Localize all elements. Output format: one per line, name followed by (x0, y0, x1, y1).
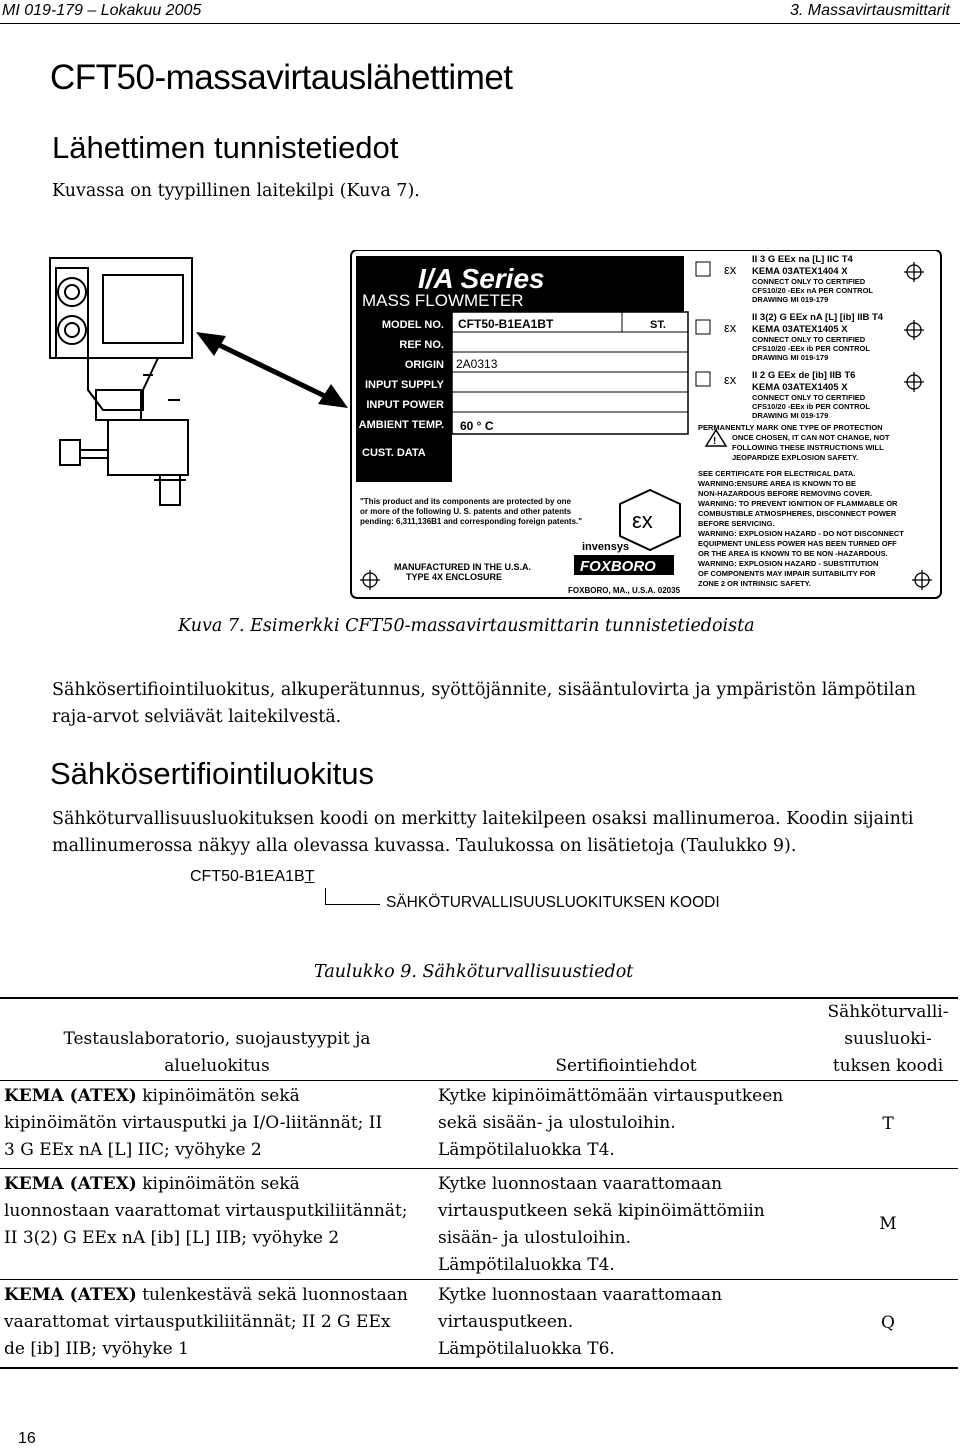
svg-text:OF COMPONENTS MAY IMPAIR SUITA: OF COMPONENTS MAY IMPAIR SUITABILITY FOR (698, 569, 876, 578)
svg-text:WARNING: EXPLOSION HAZARD - SU: WARNING: EXPLOSION HAZARD - SUBSTITUTION (698, 559, 879, 568)
svg-text:CFS10/20 -EEx ib PER CONTROL: CFS10/20 -EEx ib PER CONTROL (752, 344, 870, 353)
svg-text:WARNING: EXPLOSION HAZARD - DO: WARNING: EXPLOSION HAZARD - DO NOT DISCONNECT (698, 529, 904, 538)
svg-text:ONCE CHOSEN, IT CAN NOT CHANGE: ONCE CHOSEN, IT CAN NOT CHANGE, NOT (732, 433, 890, 442)
code-pointer-horizontal (325, 904, 380, 905)
svg-text:ORIGIN: ORIGIN (404, 359, 444, 371)
intro-text: Kuvassa on tyypillinen laitekilpi (Kuva 7). (52, 181, 420, 201)
header-doc-id: MI 019-179 – Lokakuu 2005 (2, 2, 202, 19)
section-heading-certification: Sähkösertifiointiluokitus (50, 756, 374, 791)
table-header-row (0, 998, 958, 1081)
nameplate-figure (48, 250, 943, 600)
row-conditions: Kytke kipinöimättömään virtausputkeen sekä sisään- ja ulostuloihin. Lämpötilaluokka T4. (438, 1086, 784, 1160)
plate-product: MASS FLOWMETER (362, 291, 524, 310)
svg-text:KEMA 03ATEX1405 X: KEMA 03ATEX1405 X (752, 382, 848, 393)
figure-caption: Kuva 7. Esimerkki CFT50-massavirtausmittarin tunnistetiedoista (178, 616, 755, 636)
header-rule (0, 23, 960, 24)
code-pointer-vertical (325, 888, 326, 905)
plate-ambient-value: 60 ° C (460, 419, 494, 433)
row-code: M (879, 1213, 897, 1234)
transmitter-drawing (50, 258, 192, 505)
model-code-highlight: T (304, 868, 315, 885)
svg-text:CONNECT ONLY TO CERTIFIED: CONNECT ONLY TO CERTIFIED (752, 393, 866, 402)
plate-invensys: invensys (582, 541, 630, 553)
svg-text:MANUFACTURED IN THE U.S.A.: MANUFACTURED IN THE U.S.A. (394, 562, 531, 572)
table-row (0, 1169, 958, 1280)
header-code: Sähköturvalli- suusluoki- tuksen koodi (827, 1002, 949, 1076)
body-paragraph: Sähkösertifiointiluokitus, alkuperätunnus, syöttöjännite, sisääntulovirta ja ympäristön lämpötilan raja-arvot selviävät laitekilvestä. (52, 680, 917, 727)
svg-text:εx: εx (724, 372, 737, 387)
svg-text:AMBIENT TEMP.: AMBIENT TEMP. (358, 419, 444, 431)
svg-text:PERMANENTLY MARK ONE TYPE OF P: PERMANENTLY MARK ONE TYPE OF PROTECTION (698, 423, 883, 432)
header-lab: Testauslaboratorio, suojaustyypit ja alueluokitus (63, 1029, 371, 1076)
plate-origin-value: 2A0313 (456, 357, 498, 371)
plate-model-value: CFT50-B1EA1BT (458, 317, 554, 331)
svg-text:JEOPARDIZE EXPLOSION SAFETY.: JEOPARDIZE EXPLOSION SAFETY. (732, 453, 859, 462)
svg-text:CFS10/20 -EEx ib PER CONTROL: CFS10/20 -EEx ib PER CONTROL (752, 402, 870, 411)
svg-text:BEFORE SERVICING.: BEFORE SERVICING. (698, 519, 775, 528)
svg-text:KEMA 03ATEX1405 X: KEMA 03ATEX1405 X (752, 324, 848, 335)
svg-text:DRAWING MI 019-179: DRAWING MI 019-179 (752, 411, 829, 420)
plate-st-label: ST. (650, 319, 666, 331)
plate-address: FOXBORO, MA., U.S.A. 02035 (568, 586, 681, 595)
svg-text:FOLLOWING THESE INSTRUCTIONS W: FOLLOWING THESE INSTRUCTIONS WILL (732, 443, 884, 452)
svg-text:KEMA 03ATEX1404 X: KEMA 03ATEX1404 X (752, 266, 848, 277)
certification-paragraph: Sähköturvallisuusluokituksen koodi on merkitty laitekilpeen osaksi mallinumeroa. Koodin sijainti mallinumerossa näkyy alla olevassa kuvassa. Taulukossa on lisätietoja (Taulukko 9). (52, 809, 914, 856)
svg-text:II 3(2) G EEx nA [L] [ib] IIB: II 3(2) G EEx nA [L] [ib] IIB T4 (752, 312, 884, 323)
header-conditions: Sertifiointiehdot (555, 1056, 697, 1076)
arrow-icon (196, 332, 348, 408)
svg-text:pending: 6,311,136B1 and corre: pending: 6,311,136B1 and corresponding foreign patents." (360, 517, 583, 526)
svg-text:OR THE AREA IS KNOWN TO BE NON: OR THE AREA IS KNOWN TO BE NON -HAZARDOUS. (698, 549, 888, 558)
header-chapter: 3. Massavirtausmittarit (789, 2, 950, 19)
section-heading-identification: Lähettimen tunnistetiedot (52, 130, 399, 165)
row-conditions: Kytke luonnostaan vaarattomaan virtausputkeen. Lämpötilaluokka T6. (438, 1285, 723, 1359)
svg-text:ZONE 2 OR INTRINSIC SAFETY.: ZONE 2 OR INTRINSIC SAFETY. (698, 579, 811, 588)
svg-text:!: ! (713, 436, 717, 447)
svg-text:εx: εx (724, 320, 737, 335)
running-header (0, 2, 960, 24)
plate-patent-text (360, 497, 582, 526)
svg-text:εx: εx (632, 508, 653, 533)
plate-brand: I/A Series (418, 263, 545, 294)
svg-text:MODEL NO.: MODEL NO. (381, 319, 444, 331)
plate-ce-number: 0344 (640, 283, 674, 300)
svg-text:CONNECT ONLY TO CERTIFIED: CONNECT ONLY TO CERTIFIED (752, 277, 866, 286)
row-code: T (882, 1114, 894, 1134)
row-lab: KEMA (ATEX) kipinöimätön sekä luonnostaan vaarattomat virtausputkiliitännät; II 3(2) G EEx nA [ib] [L] IIB; vyöhyke 2 (4, 1174, 408, 1248)
table-row (0, 1081, 958, 1169)
table-caption: Taulukko 9. Sähköturvallisuustiedot (314, 962, 634, 982)
certification-table (0, 997, 958, 1369)
svg-text:SEE CERTIFICATE FOR ELECTRICAL: SEE CERTIFICATE FOR ELECTRICAL DATA. (698, 469, 856, 478)
svg-text:DRAWING MI 019-179: DRAWING MI 019-179 (752, 353, 829, 362)
svg-text:"This product and its componen: "This product and its components are protected by one (360, 497, 571, 506)
svg-text:TYPE 4X ENCLOSURE: TYPE 4X ENCLOSURE (406, 572, 503, 582)
row-lab: KEMA (ATEX) kipinöimätön sekä kipinöimätön virtausputki ja I/O-liitännät; II 3 G EEx nA [L] IIC; vyöhyke 2 (4, 1086, 383, 1160)
svg-text:or more of the following U. S.: or more of the following U. S. patents and other patents (360, 507, 572, 516)
ce-mark-icon: CE (604, 267, 638, 294)
table-row (0, 1280, 958, 1369)
svg-text:CONNECT ONLY TO CERTIFIED: CONNECT ONLY TO CERTIFIED (752, 335, 866, 344)
page-number: 16 (18, 1430, 36, 1447)
row-conditions: Kytke luonnostaan vaarattomaan virtausputkeen sekä kipinöimättömiin sisään- ja ulostuloihin. Lämpötilaluokka T4. (438, 1174, 765, 1275)
row-code: Q (881, 1313, 895, 1333)
svg-text:WARNING: TO PREVENT IGNITION O: WARNING: TO PREVENT IGNITION OF FLAMMABLE OR (698, 499, 898, 508)
svg-text:NON-HAZARDOUS BEFORE REMOVING: NON-HAZARDOUS BEFORE REMOVING COVER. (698, 489, 873, 498)
svg-text:INPUT SUPPLY: INPUT SUPPLY (364, 379, 444, 391)
svg-text:DRAWING MI 019-179: DRAWING MI 019-179 (752, 295, 829, 304)
svg-text:INPUT POWER: INPUT POWER (366, 399, 444, 411)
svg-text:WARNING:ENSURE AREA IS KNOWN T: WARNING:ENSURE AREA IS KNOWN TO BE (698, 479, 857, 488)
plate-foxboro-logo: FOXBORO (580, 558, 656, 575)
svg-text:CUST. DATA: CUST. DATA (362, 447, 426, 459)
svg-text:REF NO.: REF NO. (399, 339, 444, 351)
svg-text:EQUIPMENT UNLESS POWER HAS BEE: EQUIPMENT UNLESS POWER HAS BEEN TURNED OFF (698, 539, 897, 548)
model-code: CFT50-B1EA1BT (190, 868, 315, 885)
page-title: CFT50-massavirtauslähettimet (50, 58, 513, 97)
row-lab: KEMA (ATEX) tulenkestävä sekä luonnostaan vaarattomat virtausputkiliitännät; II 2 G EEx de [ib] IIB; vyöhyke 1 (4, 1285, 408, 1359)
svg-text:CFS10/20 -EEx nA PER CONTROL: CFS10/20 -EEx nA PER CONTROL (752, 286, 873, 295)
svg-text:εx: εx (724, 262, 737, 277)
svg-text:II 3 G EEx na [L] IIC T4: II 3 G EEx na [L] IIC T4 (752, 254, 853, 265)
svg-text:COMBUSTIBLE ATMOSPHERES, DISCO: COMBUSTIBLE ATMOSPHERES, DISCONNECT POWER (698, 509, 897, 518)
code-label: SÄHKÖTURVALLISUUSLUOKITUKSEN KOODI (386, 894, 720, 911)
svg-text:II 2 G EEx de [ib] IIB T6: II 2 G EEx de [ib] IIB T6 (752, 370, 856, 381)
